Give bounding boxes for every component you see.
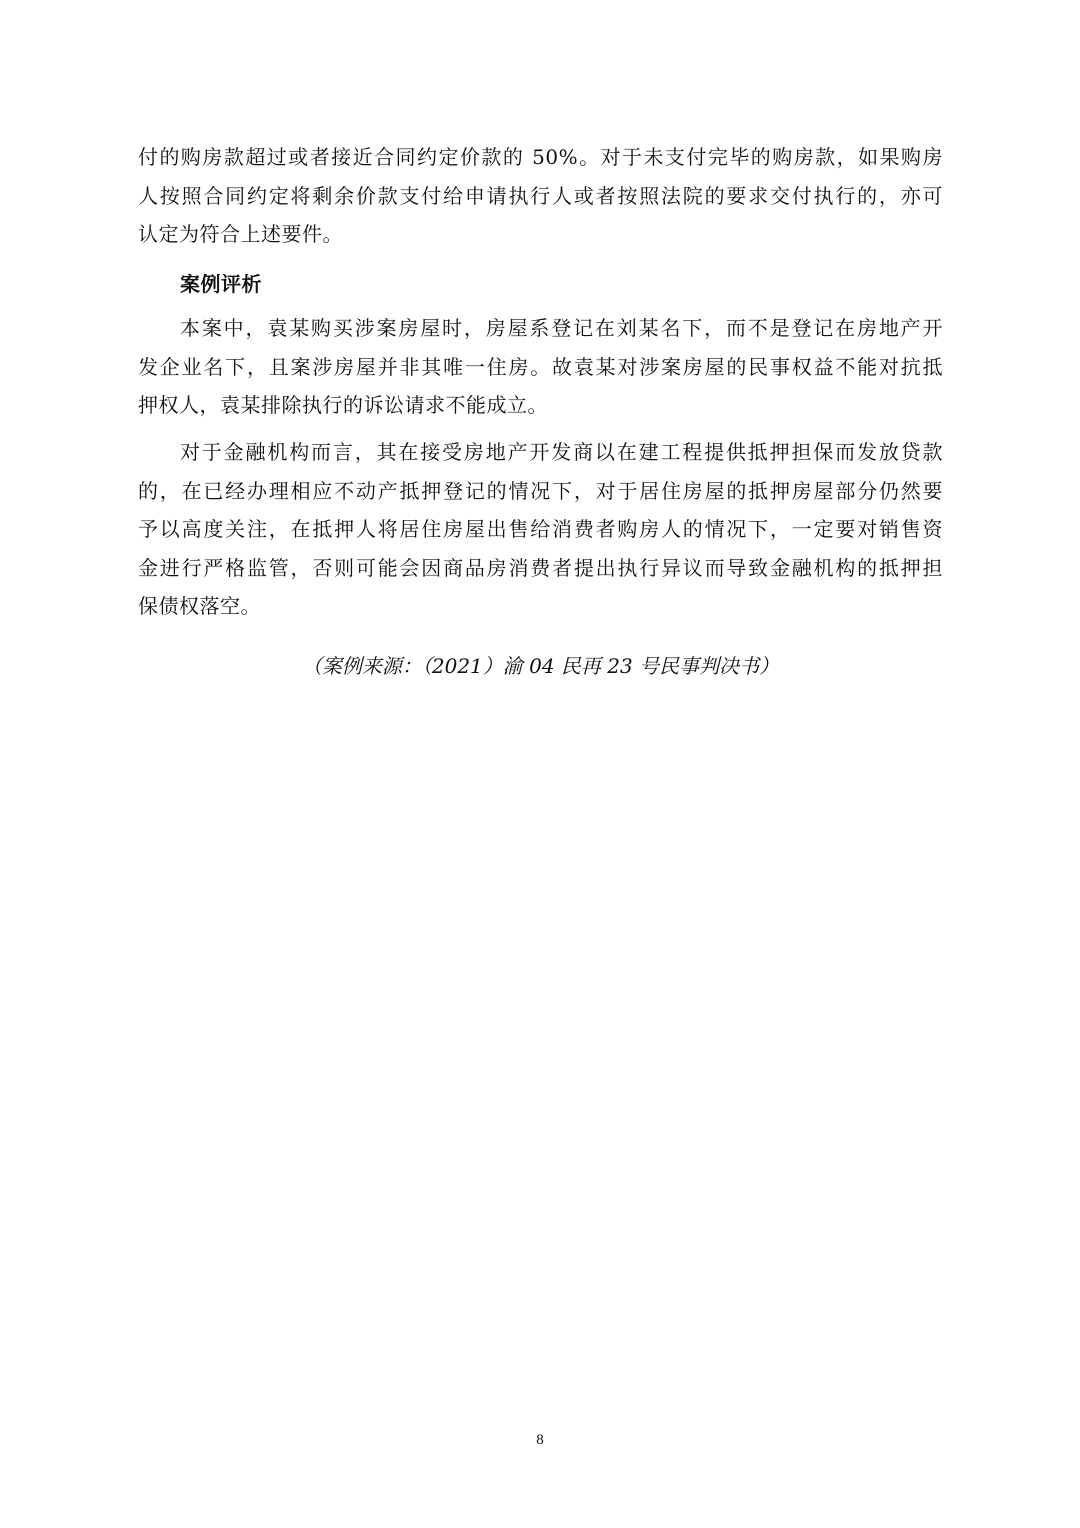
paragraph-analysis [138, 309, 943, 425]
text-line: 人按照合同约定将剩余价款支付给申请执行人或者按照法院的要求交付执行的，亦可 [138, 183, 943, 208]
text-line: 的，在已经办理相应不动产抵押登记的情况下，对于居住房屋的抵押房屋部分仍然要 [138, 478, 943, 503]
text-line: 押权人，袁某排除执行的诉讼请求不能成立。 [138, 393, 548, 417]
text-line: 付的购房款超过或者接近合同约定价款的 50%。对于未支付完毕的购房款，如果购房 [138, 145, 943, 169]
section-heading-text: 案例评析 [180, 272, 262, 296]
text-line: 保债权落空。 [138, 594, 261, 618]
page-number: 8 [536, 1432, 544, 1448]
paragraph-financial [138, 433, 943, 626]
text-line: 本案中，袁某购买涉案房屋时，房屋系登记在刘某名下，而不是登记在房地产开 [180, 316, 943, 340]
section-heading [138, 265, 943, 304]
text-line: 对于金融机构而言，其在接受房地产开发商以在建工程提供抵押担保而发放贷款 [180, 440, 943, 464]
case-citation: （案例来源：（2021）渝 04 民再 23 号民事判决书） [301, 654, 780, 678]
text-line: 认定为符合上述要件。 [138, 222, 343, 246]
text-line: 金进行严格监管，否则可能会因商品房消费者提出执行异议而导致金融机构的抵押担 [138, 555, 943, 580]
text-line: 发企业名下，且案涉房屋并非其唯一住房。故袁某对涉案房屋的民事权益不能对抗抵 [138, 354, 943, 379]
paragraph-continued [138, 138, 943, 254]
text-line: 予以高度关注，在抵押人将居住房屋出售给消费者购房人的情况下，一定要对销售资 [138, 517, 943, 541]
